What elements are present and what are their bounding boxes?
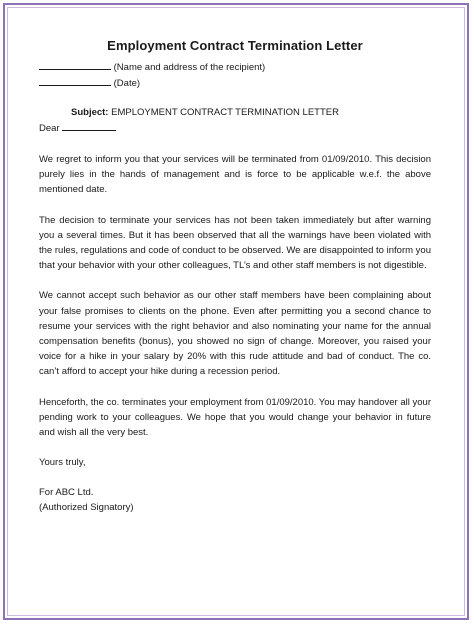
salutation-line [39,120,431,136]
subject-line [39,105,431,120]
paragraph-4: Henceforth, the co. terminates your employment from 01/09/2010. You may handover all your pending work to your colleagues. We hope that you would change your behavior in future and wish all the very best. [39,396,431,439]
paragraph-2: The decision to terminate your services has not been taken immediately but after warning you a several times. But it has been observed that all the warnings have been violated with the rules, regulations and code of conduct to be observed. We are disappointed to inform you that your behavior with your other colleagues, TL’s and other staff members is not digestible. [39,214,431,272]
recipient-blank [39,59,111,70]
paragraph-3: We cannot accept such behavior as our other staff members have been complaining about your false promises to clients on the phone. Even after permitting you a second chance to resume your services with the right behavior and also nominating your name for the annual compensation benefits (bonus), you showed no sign of change. Moreover, you raised your voice for a hike in your salary by 20% with this rude attitude and bad of conduct. The co. can’t afford to accept your hike during a recession period. [39,290,431,378]
company-name: For ABC Ltd. [39,487,94,499]
paragraph-1: We regret to inform you that your services will be terminated from 01/09/2010. This decision purely lies in the hands of management and is force to be applicable w.e.f. the above mentioned date. [39,154,431,196]
signatory: (Authorized Signatory) [39,502,134,514]
letter-page [39,38,431,515]
closing: Yours truly, [39,457,86,469]
document-title: Employment Contract Termination Letter [107,38,363,53]
subject-text: EMPLOYMENT CONTRACT TERMINATION LETTER [108,107,339,118]
salutation-blank [62,120,116,131]
recipient-label: (Name and address of the recipient) [111,62,266,73]
recipient-line [39,59,431,75]
date-blank [39,75,111,86]
subject-label: Subject: [71,107,109,118]
date-line [39,75,431,91]
date-label: (Date) [111,78,141,89]
salutation: Dear [39,123,63,134]
